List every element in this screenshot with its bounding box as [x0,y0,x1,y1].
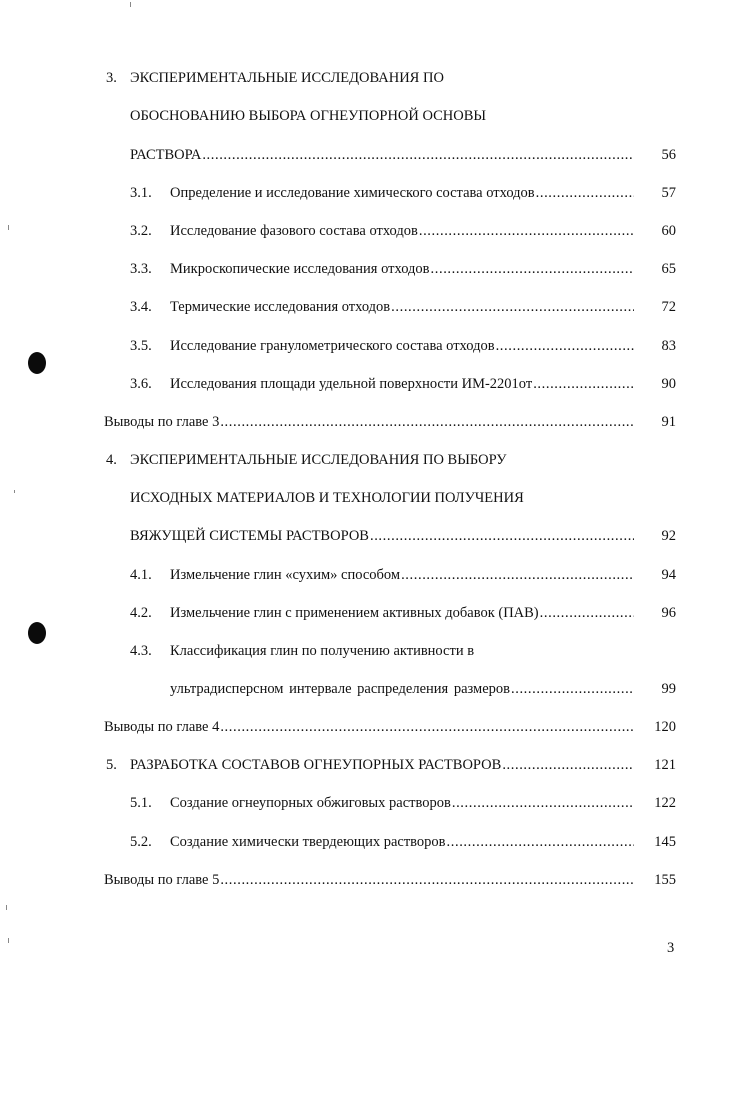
toc-section-title: Измельчение глин с применением активных добавок (ПАВ) [170,605,539,621]
scan-speck [14,490,15,493]
dot-leader [536,181,634,205]
toc-chapter-5[interactable] [106,753,676,777]
toc-section-number: 3.2. [130,223,152,239]
scan-speck [8,225,9,230]
dot-leader [220,715,634,739]
toc-section-number: 4.3. [130,643,152,659]
dot-leader [431,257,634,281]
toc-page-number: 96 [661,605,676,621]
dot-leader [419,219,634,243]
toc-section-4-2[interactable] [130,601,676,625]
toc-chapter-4-line2[interactable] [130,486,676,510]
toc-conclusions-4[interactable] [104,715,676,739]
toc-chapter-number: 4. [106,452,117,468]
toc-section-3-2[interactable] [130,219,676,243]
dot-leader [502,753,634,777]
toc-conclusions-title: Выводы по главе 3 [104,414,220,430]
toc-page-number: 94 [661,567,676,583]
toc-chapter-title: РАЗРАБОТКА СОСТАВОВ ОГНЕУПОРНЫХ РАСТВОРОВ [130,757,502,773]
toc-page-number: 90 [661,376,676,392]
toc-chapter-title: ОБОСНОВАНИЮ ВЫБОРА ОГНЕУПОРНОЙ ОСНОВЫ [130,108,487,124]
toc-section-number: 5.1. [130,795,152,811]
toc-section-title: Исследования площади удельной поверхности ИМ-2201от [170,376,533,392]
toc-chapter-4-line3[interactable] [130,524,676,548]
dot-leader [540,601,634,625]
toc-section-number: 3.6. [130,376,152,392]
toc-section-5-1[interactable] [130,791,676,815]
dot-leader [496,334,634,358]
toc-page-number: 122 [654,795,676,811]
binder-hole [28,352,46,374]
toc-chapter-title: ЭКСПЕРИМЕНТАЛЬНЫЕ ИССЛЕДОВАНИЯ ПО ВЫБОРУ [130,452,507,468]
toc-section-title: Определение и исследование химического состава отходов [170,185,535,201]
toc-section-title: Измельчение глин «сухим» способом [170,567,401,583]
dot-leader [202,143,634,167]
toc-chapter-3-line1[interactable] [106,66,676,90]
toc-section-title: Исследование фазового состава отходов [170,223,418,239]
toc-page-number: 92 [661,528,676,544]
dot-leader [401,563,634,587]
toc-page-number: 145 [654,834,676,850]
dot-leader [370,524,634,548]
toc-page-number: 121 [654,757,676,773]
toc-section-4-1[interactable] [130,563,676,587]
toc-section-4-3-line1[interactable] [130,639,676,663]
toc-section-number: 3.4. [130,299,152,315]
toc-section-number: 3.3. [130,261,152,277]
scan-speck [8,938,9,943]
toc-chapter-3-line3[interactable] [130,143,676,167]
toc-section-3-4[interactable] [130,295,676,319]
toc-section-title: Создание химически твердеющих растворов [170,834,446,850]
binder-hole [28,622,46,644]
dot-leader [220,868,634,892]
toc-section-3-5[interactable] [130,334,676,358]
toc-section-number: 4.1. [130,567,152,583]
dot-leader [391,295,634,319]
dot-leader [447,830,634,854]
scan-speck [6,905,7,910]
toc-page-number: 57 [661,185,676,201]
toc-section-title: Термические исследования отходов [170,299,391,315]
toc-section-3-6[interactable] [130,372,676,396]
toc-conclusions-title: Выводы по главе 5 [104,872,220,888]
toc-page-number: 91 [661,414,676,430]
toc-section-number: 5.2. [130,834,152,850]
toc-section-title: Создание огнеупорных обжиговых растворов [170,795,451,811]
toc-chapter-title: РАСТВОРА [130,147,202,163]
toc-chapter-title: ЭКСПЕРИМЕНТАЛЬНЫЕ ИССЛЕДОВАНИЯ ПО [130,70,444,86]
toc-page-number: 120 [654,719,676,735]
toc-conclusions-3[interactable] [104,410,676,434]
toc-page-number: 72 [661,299,676,315]
toc-section-3-1[interactable] [130,181,676,205]
page-number: 3 [667,940,675,956]
toc-page-number: 60 [661,223,676,239]
scan-speck [130,2,131,7]
toc-section-title: ультрадисперсном интервале распределения размеров [170,681,510,697]
toc-page-number: 99 [661,681,676,697]
dot-leader [220,410,634,434]
toc-section-title: Микроскопические исследования отходов [170,261,430,277]
toc-page-number: 155 [654,872,676,888]
toc-conclusions-5[interactable] [104,868,676,892]
toc-section-number: 3.5. [130,338,152,354]
toc-chapter-title: ВЯЖУЩЕЙ СИСТЕМЫ РАСТВОРОВ [130,528,369,544]
toc-chapter-number: 5. [106,757,117,773]
toc-chapter-title: ИСХОДНЫХ МАТЕРИАЛОВ И ТЕХНОЛОГИИ ПОЛУЧЕНИЯ [130,490,524,506]
toc-section-3-3[interactable] [130,257,676,281]
dot-leader [452,791,634,815]
dot-leader [533,372,634,396]
toc-chapter-3-line2[interactable] [130,104,676,128]
toc-chapter-number: 3. [106,70,117,86]
dot-leader [511,677,634,701]
toc-section-title: Исследование гранулометрического состава отходов [170,338,495,354]
toc-section-number: 3.1. [130,185,152,201]
toc-page-number: 83 [661,338,676,354]
toc-section-5-2[interactable] [130,830,676,854]
toc-section-number: 4.2. [130,605,152,621]
toc-section-4-3-line2[interactable] [170,677,676,701]
toc-conclusions-title: Выводы по главе 4 [104,719,220,735]
toc-chapter-4-line1[interactable] [106,448,676,472]
toc-page-number: 56 [661,147,676,163]
toc-section-title: Классификация глин по получению активности в [170,643,475,659]
toc-page-number: 65 [661,261,676,277]
